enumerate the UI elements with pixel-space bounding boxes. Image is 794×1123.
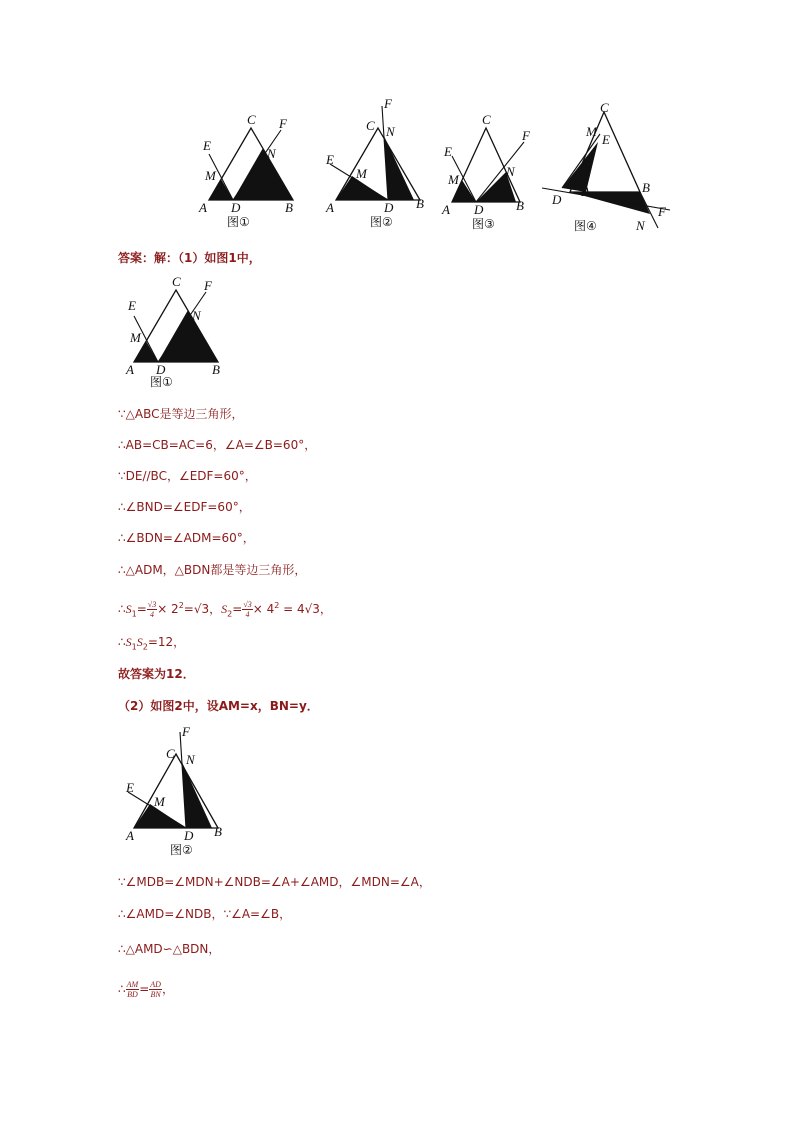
label-C: C xyxy=(600,100,609,115)
figure-1-svg xyxy=(195,108,307,230)
figure-caption: 图① xyxy=(150,375,173,389)
fraction-numerator: √3 xyxy=(243,600,252,609)
s1-symbol: S xyxy=(125,602,132,616)
solution-line-11: ∵∠MDB=∠MDN+∠NDB=∠A+∠AMD，∠MDN=∠A， xyxy=(118,875,431,889)
figure-4-top xyxy=(540,98,678,238)
s2-subscript: 2 xyxy=(227,609,233,619)
label-E: E xyxy=(444,144,452,159)
times-two: × 2 xyxy=(157,602,179,616)
label-A: A xyxy=(326,200,334,215)
label-N: N xyxy=(186,752,195,767)
label-M: M xyxy=(205,168,216,183)
label-N: N xyxy=(636,218,645,233)
result-sqrt3: √3 xyxy=(193,602,210,616)
label-E: E xyxy=(126,780,134,795)
label-F: F xyxy=(522,128,530,143)
equals: = xyxy=(139,982,150,996)
fraction-am-over-bd xyxy=(126,980,140,999)
s1-subscript: 1 xyxy=(131,642,137,652)
figure-2-top xyxy=(322,98,434,232)
solution-line-2: ∴AB=CB=AC=6，∠A=∠B=60°， xyxy=(118,438,317,452)
separator: ， xyxy=(161,982,174,996)
label-D: D xyxy=(156,362,166,377)
s2-symbol: S xyxy=(221,602,228,616)
label-F: F xyxy=(204,278,212,293)
label-B: B xyxy=(642,180,650,195)
label-N: N xyxy=(386,124,395,139)
solution-line-12: ∴∠AMD=∠NDB，∵∠A=∠B， xyxy=(118,907,292,921)
label-A: A xyxy=(126,362,134,377)
solution-line-9: 故答案为12． xyxy=(118,667,195,681)
label-F: F xyxy=(182,724,190,739)
figure-caption: 图④ xyxy=(574,219,597,233)
label-F: F xyxy=(658,204,666,219)
label-M: M xyxy=(448,172,459,187)
label-D: D xyxy=(231,200,241,215)
solution-line-4: ∴∠BND=∠EDF=60°， xyxy=(118,500,251,514)
solution-line-14 xyxy=(118,978,174,1000)
equals: = xyxy=(136,602,147,616)
figure-2-svg xyxy=(322,98,434,232)
result-sqrt3: √3 xyxy=(304,602,320,616)
label-B: B xyxy=(212,362,220,377)
solution-line-13: ∴△AMD∽△BDN， xyxy=(118,942,221,956)
exponent: 2 xyxy=(178,601,184,610)
figure-caption: 图② xyxy=(370,215,393,229)
label-B: B xyxy=(416,196,424,211)
fraction-ad-over-bn xyxy=(149,980,162,999)
label-B: B xyxy=(516,198,524,213)
label-C: C xyxy=(166,746,175,761)
s1-symbol: S xyxy=(125,635,132,649)
label-C: C xyxy=(366,118,375,133)
fraction-numerator: AM xyxy=(126,980,139,989)
label-D: D xyxy=(552,192,562,207)
figure-1-top xyxy=(195,108,307,230)
label-N: N xyxy=(192,308,201,323)
label-M: M xyxy=(586,124,597,139)
separator: ， xyxy=(209,602,222,616)
label-C: C xyxy=(482,112,491,127)
fraction-numerator: √3 xyxy=(147,600,157,609)
equals: = xyxy=(232,602,243,616)
solution-line-7 xyxy=(118,596,332,624)
label-A: A xyxy=(126,828,134,843)
solution-line-5: ∴∠BDN=∠ADM=60°， xyxy=(118,531,255,545)
figure-caption: 图② xyxy=(170,843,193,857)
label-F: F xyxy=(384,98,392,111)
label-E: E xyxy=(203,138,211,153)
exponent: 2 xyxy=(274,601,280,610)
label-B: B xyxy=(285,200,293,215)
fraction-denominator: BN xyxy=(150,990,161,999)
label-F: F xyxy=(279,116,287,131)
label-D: D xyxy=(384,200,394,215)
label-N: N xyxy=(267,146,276,161)
solution-line-3: ∵DE//BC，∠EDF=60°， xyxy=(118,469,257,483)
label-A: A xyxy=(582,184,590,199)
fraction-sqrt3-over-4 xyxy=(147,600,157,619)
label-M: M xyxy=(356,166,367,181)
figure-4-svg xyxy=(540,98,678,238)
separator: ， xyxy=(319,602,332,616)
s1-subscript: 1 xyxy=(131,609,137,619)
fraction-denominator: BD xyxy=(127,990,138,999)
label-E: E xyxy=(128,298,136,313)
solution-line-6: ∴△ADM，△BDN都是等边三角形， xyxy=(118,563,307,577)
therefore-symbol: ∴ xyxy=(118,982,126,996)
label-D: D xyxy=(474,202,484,217)
therefore-symbol: ∴ xyxy=(118,602,126,616)
solution-line-10: （2）如图2中，设AM=x，BN=y． xyxy=(118,699,319,713)
figure-3-svg xyxy=(440,108,540,232)
fraction-denominator: 4 xyxy=(149,610,154,619)
equals-four: = 4 xyxy=(279,602,305,616)
solution-line-1: ∵△ABC是等边三角形， xyxy=(118,407,244,421)
product-result: =12， xyxy=(147,635,186,649)
figure-caption: 图③ xyxy=(472,217,495,231)
label-C: C xyxy=(172,274,181,289)
therefore-symbol: ∴ xyxy=(118,635,126,649)
fraction-sqrt3-over-4 xyxy=(242,600,252,619)
figure-caption: 图① xyxy=(227,215,250,229)
fraction-denominator: 4 xyxy=(245,610,250,619)
label-M: M xyxy=(130,330,141,345)
answer-figure-1 xyxy=(120,272,232,394)
label-E: E xyxy=(602,132,610,147)
answer-figure-2-svg xyxy=(120,724,232,862)
answer-figure-2 xyxy=(120,724,232,862)
equals: = xyxy=(183,602,194,616)
figure-3-top xyxy=(440,108,540,232)
label-D: D xyxy=(184,828,194,843)
s2-symbol: S xyxy=(136,635,143,649)
label-C: C xyxy=(247,112,256,127)
label-A: A xyxy=(199,200,207,215)
solution-line-8 xyxy=(118,634,185,655)
label-A: A xyxy=(442,202,450,217)
label-E: E xyxy=(326,152,334,167)
label-B: B xyxy=(214,824,222,839)
s2-subscript: 2 xyxy=(142,642,148,652)
label-N: N xyxy=(506,164,515,179)
fraction-numerator: AD xyxy=(150,980,161,989)
answer-figure-1-svg xyxy=(120,272,232,394)
times-four: × 4 xyxy=(252,602,275,616)
answer-heading: 答案：解：（1）如图1中， xyxy=(118,251,261,265)
label-M: M xyxy=(154,794,165,809)
